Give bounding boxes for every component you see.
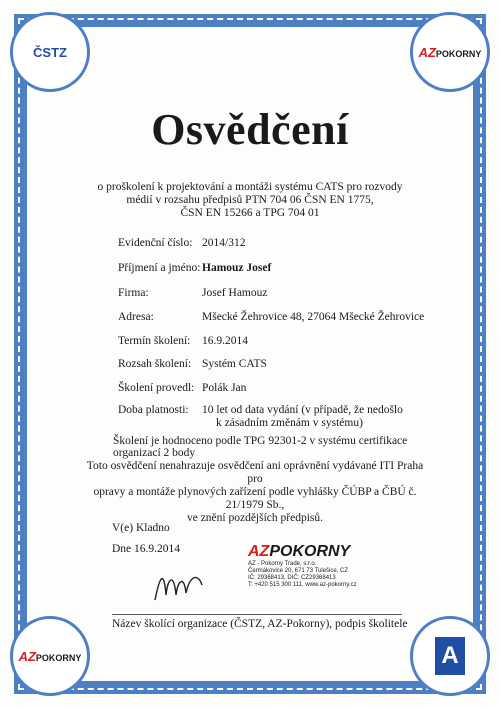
field-training-scope: Rozsah školení: Systém CATS: [118, 358, 267, 370]
issue-place: V(e) Kladno: [112, 522, 170, 534]
az-pokorny-logo-bottom: AZPOKORNY: [10, 616, 90, 696]
field-evidence-number: Evidenční číslo: 2014/312: [118, 237, 246, 249]
az-logo-text: POKORNY: [435, 48, 482, 59]
field-company: Firma: Josef Hamouz: [118, 287, 268, 299]
evaluation-text: Školení je hodnoceno podle TPG 92301-2 v systému certifikace organizací 2 body: [113, 435, 408, 459]
signature-line: [112, 614, 402, 615]
field-name: Příjmení a jméno: Hamouz Josef: [118, 262, 272, 274]
az-pokorny-logo: AZPOKORNY: [410, 12, 490, 92]
signature-caption: Název školící organizace (ČSTZ, AZ-Pokorny), podpis školitele: [112, 618, 408, 630]
cstz-logo: ČSTZ: [10, 12, 90, 92]
field-validity-cont: k zásadním změnám v systému): [216, 417, 363, 429]
field-training-date: Termín školení: 16.9.2014: [118, 335, 248, 347]
field-validity: Doba platnosti: 10 let od data vydání (v případě, že nedošlo: [118, 404, 403, 416]
accreditation-logo: A: [410, 616, 490, 696]
company-stamp: AZPOKORNY AZ - Pokorny Trade, s.r.o. Čermákovice 20, 671 73 Tulešice, CZ IČ: 29368413, DIČ: CZ29368413 T: +420 515 300 111, www.az-pokorny.cz: [248, 543, 357, 588]
certificate-title: Osvědčení: [151, 105, 349, 154]
certificate-intro: o proškolení k projektování a montáži systému CATS pro rozvody médií v rozsahu předpisů PTN 704 06 ČSN EN 1775, ČSN EN 15266 a TPG 704 01: [97, 181, 403, 219]
notice-text: Toto osvědčení nenahrazuje osvědčení ani oprávnění vydávané ITI Praha pro opravy a montáže plynových zařízení podle vyhlášky ČÚBP a ČBÚ č. 21/1979 Sb., ve znění pozdějších předpisů.: [86, 460, 424, 524]
signature: [150, 565, 210, 605]
field-trainer: Školení provedl: Polák Jan: [118, 382, 247, 394]
issue-date: Dne 16.9.2014: [112, 543, 181, 555]
field-address: Adresa: Mšecké Žehrovice 48, 27064 Mšecké Žehrovice: [118, 311, 425, 323]
